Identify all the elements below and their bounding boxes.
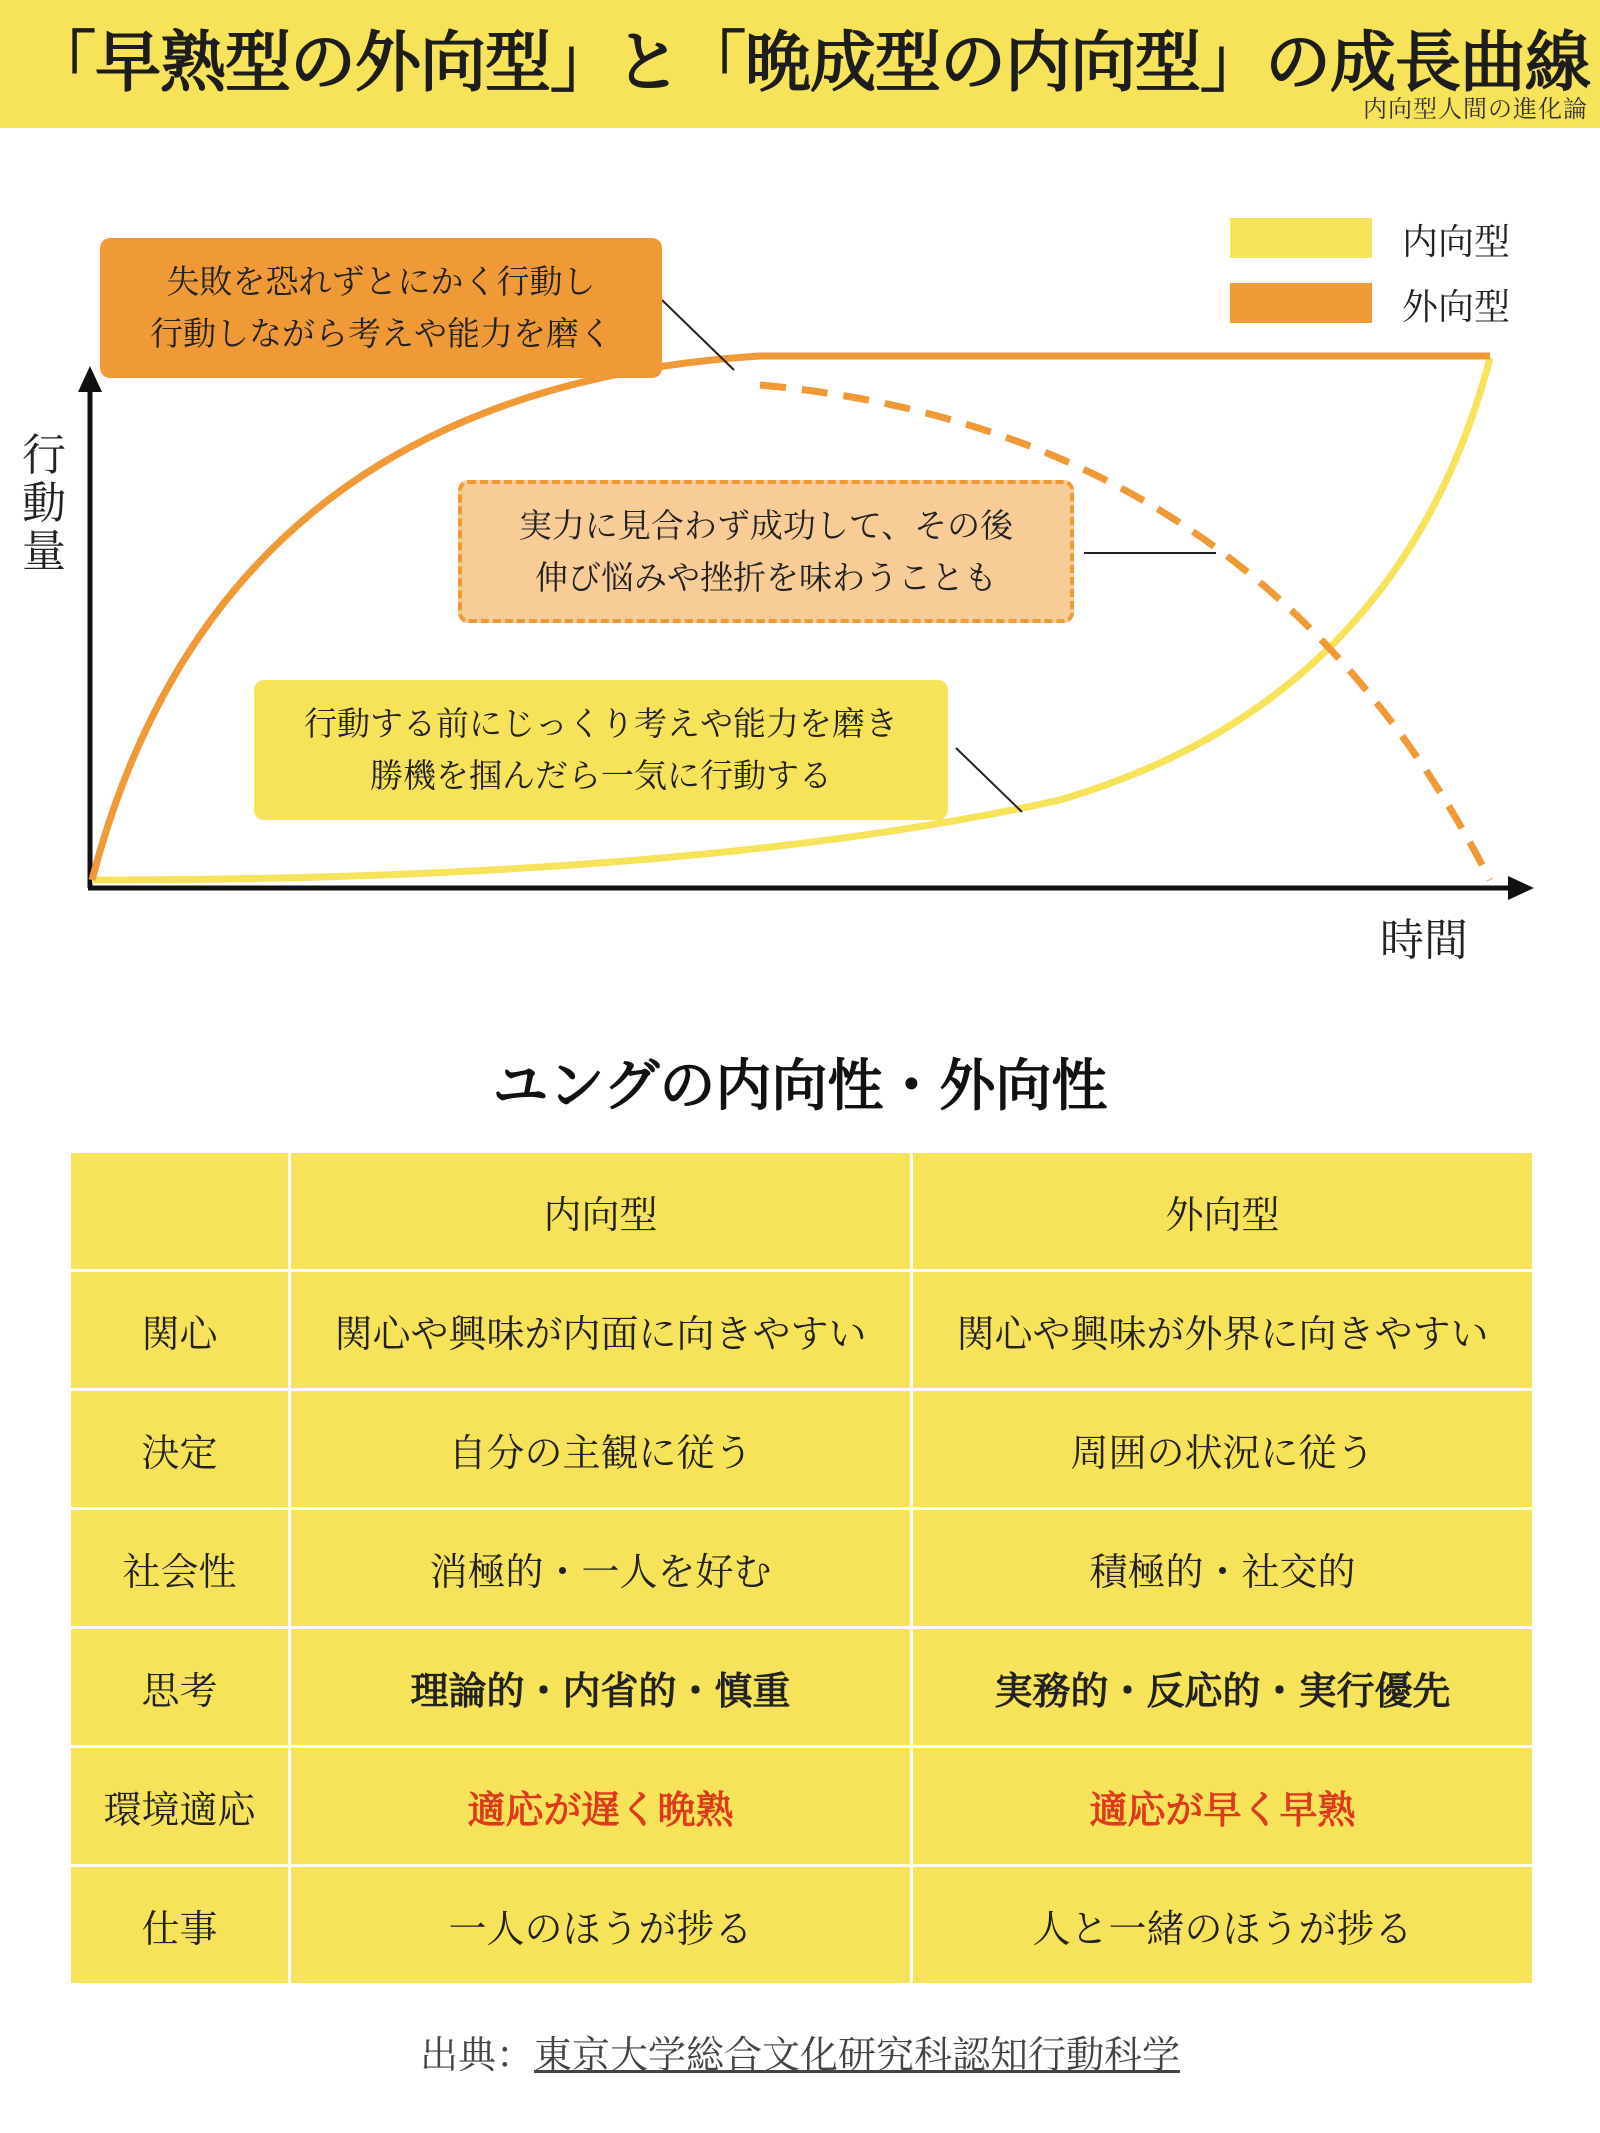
row-label: 関心 <box>70 1271 290 1390</box>
source-citation <box>0 2024 1600 2079</box>
x-axis-label: 時間 <box>1380 915 1468 966</box>
legend-label-introvert: 内向型 <box>1402 222 1511 263</box>
introvert-cell: 一人のほうが捗る <box>290 1866 912 1985</box>
introvert-cell: 理論的・内省的・慎重 <box>290 1628 912 1747</box>
brand-credit: 内向型人間の進化論 <box>1363 95 1588 123</box>
row-label: 社会性 <box>70 1509 290 1628</box>
callout-introvert-line-1: 行動する前にじっくり考えや能力を磨き <box>304 704 898 743</box>
row-label: 環境適応 <box>70 1747 290 1866</box>
row-label: 決定 <box>70 1390 290 1509</box>
extrovert-cell: 積極的・社交的 <box>912 1509 1534 1628</box>
callout-middle <box>458 480 1074 623</box>
legend-label-extrovert: 外向型 <box>1402 287 1511 328</box>
callout-introvert <box>254 680 948 820</box>
table-header-row <box>70 1152 1534 1271</box>
header-banner <box>0 0 1600 128</box>
y-axis-arrow <box>78 366 102 392</box>
table-row <box>70 1271 1534 1390</box>
extrovert-cell: 適応が早く早熟 <box>912 1747 1534 1866</box>
callout-middle-line-1: 実力に見合わず成功して、その後 <box>518 505 1014 545</box>
row-label: 思考 <box>70 1628 290 1747</box>
legend-swatch-extrovert <box>1230 283 1372 323</box>
table-header-introvert: 内向型 <box>290 1152 912 1271</box>
callout-middle-line-2: 伸び悩みや挫折を味わうことも <box>535 557 997 597</box>
callout-extrovert <box>100 238 662 378</box>
introvert-cell: 自分の主観に従う <box>290 1390 912 1509</box>
table-row <box>70 1509 1534 1628</box>
table-row <box>70 1866 1534 1985</box>
callout-extrovert-line-2: 行動しながら考えや能力を磨く <box>150 314 612 353</box>
extrovert-cell: 実務的・反応的・実行優先 <box>912 1628 1534 1747</box>
table-row <box>70 1390 1534 1509</box>
row-label: 仕事 <box>70 1866 290 1985</box>
leader-line-introvert <box>956 748 1022 812</box>
extrovert-cell: 周囲の状況に従う <box>912 1390 1534 1509</box>
extrovert-cell: 関心や興味が外界に向きやすい <box>912 1271 1534 1390</box>
extrovert-cell: 人と一緒のほうが捗る <box>912 1866 1534 1985</box>
table-header-extrovert: 外向型 <box>912 1152 1534 1271</box>
introvert-cell: 関心や興味が内面に向きやすい <box>290 1271 912 1390</box>
comparison-table <box>68 1150 1535 1986</box>
legend-swatch-introvert <box>1230 218 1372 258</box>
section-title: ユングの内向性・外向性 <box>492 1054 1108 1119</box>
source-link[interactable]: 東京大学総合文化研究科認知行動科学 <box>534 2033 1181 2077</box>
y-axis-label: 行動量 <box>22 430 66 577</box>
introvert-cell: 消極的・一人を好む <box>290 1509 912 1628</box>
callout-introvert-line-2: 勝機を掴んだら一気に行動する <box>370 756 832 795</box>
x-axis-arrow <box>1508 876 1534 900</box>
callout-extrovert-line-1: 失敗を恐れずとにかく行動し <box>166 262 596 301</box>
table-row <box>70 1628 1534 1747</box>
table-header-corner <box>70 1152 290 1271</box>
source-prefix: 出典： <box>419 2033 534 2077</box>
table-row <box>70 1747 1534 1866</box>
page-title: 「早熟型の外向型」と「晩成型の内向型」の成長曲線 <box>30 24 1590 101</box>
introvert-cell: 適応が遅く晩熟 <box>290 1747 912 1866</box>
